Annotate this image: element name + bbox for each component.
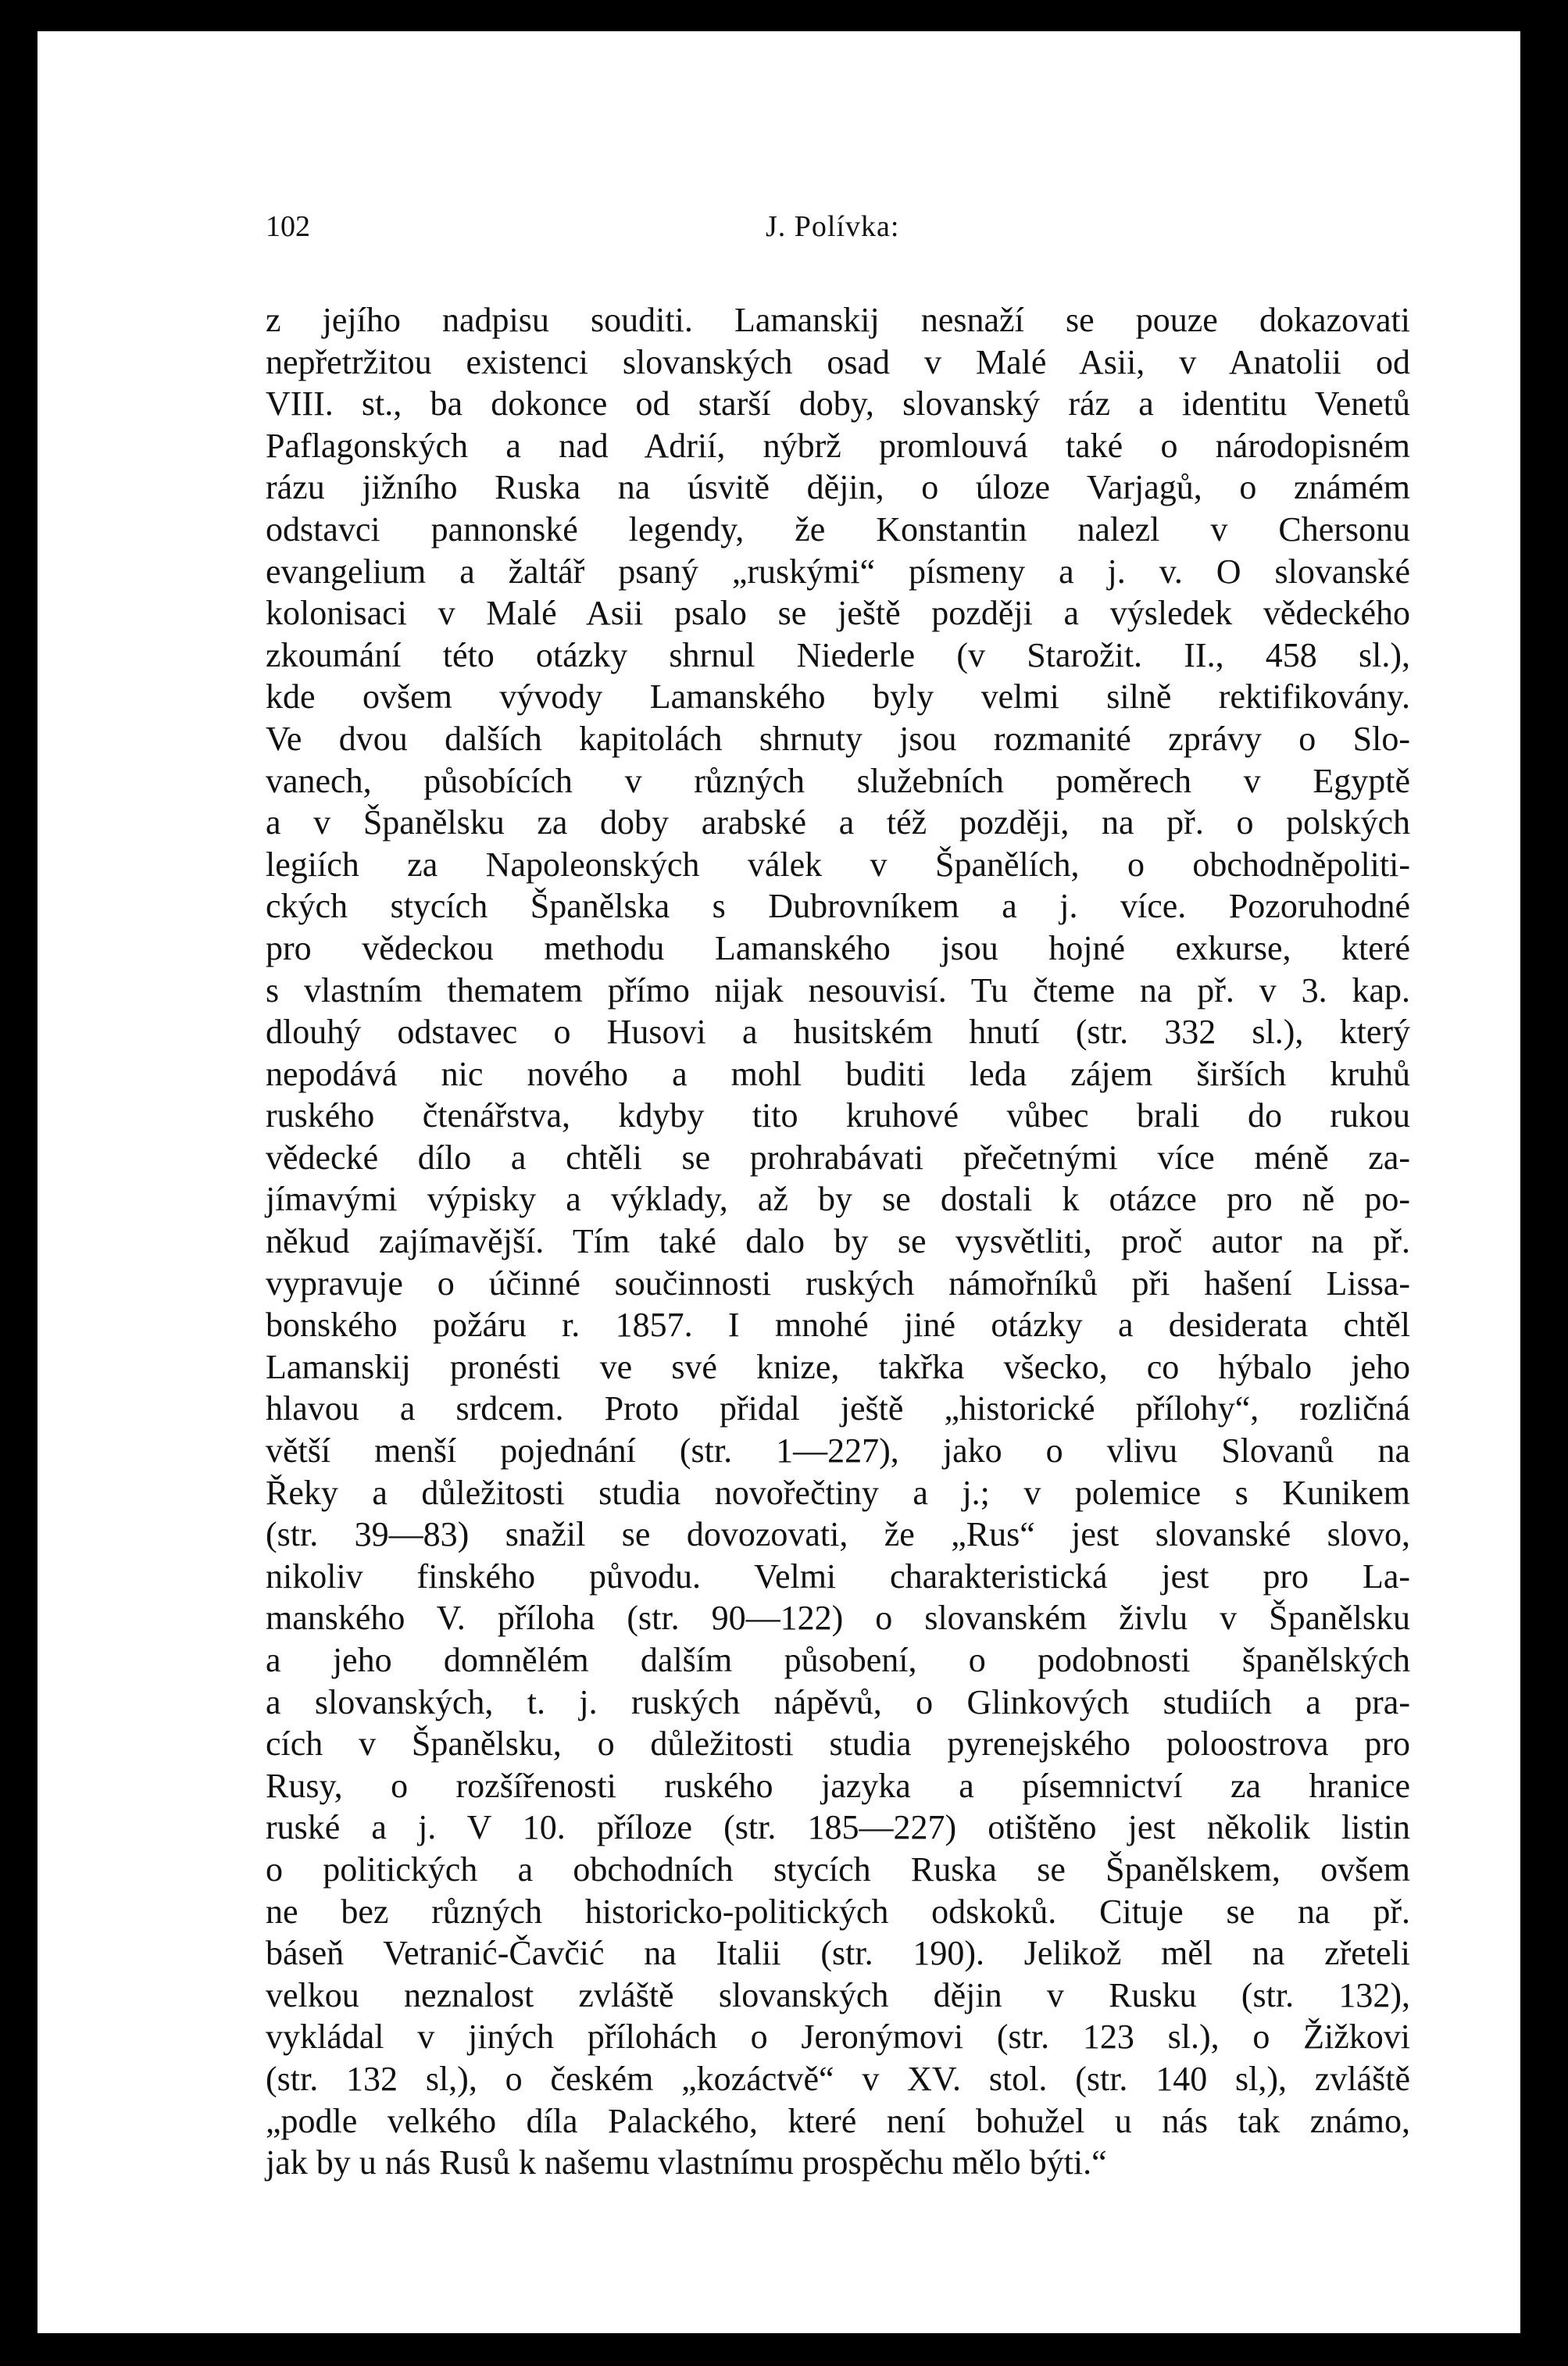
text-line: ruské a j. V 10. příloze (str. 185—227) otištěno jest několik listin (266, 1808, 1410, 1847)
text-line: ruského čtenářstva, kdyby tito kruhové vůbec brali do rukou (266, 1096, 1410, 1135)
text-line: dlouhý odstavec o Husovi a husitském hnutí (str. 332 sl.), který (266, 1013, 1410, 1052)
text-line: Ve dvou dalších kapitolách shrnuty jsou rozmanité zprávy o Slo- (266, 719, 1410, 758)
text-line: větší menší pojednání (str. 1—227), jako o vlivu Slovanů na (266, 1431, 1410, 1471)
text-line: cích v Španělsku, o důležitosti studia pyrenejského poloostrova pro (266, 1724, 1410, 1764)
text-line: legiích za Napoleonských válek v Španělích, o obchodněpoliti- (266, 845, 1410, 884)
text-line: manského V. příloha (str. 90—122) o slovanském živlu v Španělsku (266, 1599, 1410, 1638)
text-line: kolonisaci v Malé Asii psalo se ještě později a výsledek vědeckého (266, 594, 1410, 633)
text-line: s vlastním thematem přímo nijak nesouvisí. Tu čteme na př. v 3. kap. (266, 970, 1410, 1010)
text-line: jímavými výpisky a výklady, až by se dostali k otázce pro ně po- (266, 1180, 1410, 1219)
text-line: kde ovšem vývody Lamanského byly velmi silně rektifikovány. (266, 677, 1410, 717)
text-line: někud zajímavější. Tím také dalo by se vysvětliti, proč autor na př. (266, 1222, 1410, 1261)
text-line: vypravuje o účinné součinnosti ruských námořníků při hašení Lissa- (266, 1263, 1410, 1303)
text-line: VIII. st., ba dokonce od starší doby, slovanský ráz a identitu Venetů (266, 384, 1410, 424)
text-line: nepodává nic nového a mohl buditi leda zájem širších kruhů (266, 1054, 1410, 1093)
text-line: (str. 39—83) snažil se dovozovati, že „Rus“ jest slovanské slovo, (266, 1515, 1410, 1554)
running-head: J. Polívka: (766, 210, 900, 243)
text-line: evangelium a žaltář psaný „ruskými“ písmeny a j. v. O slovanské (266, 552, 1410, 591)
text-line: z jejího nadpisu souditi. Lamanskij nesnaží se pouze dokazovati (266, 301, 1410, 339)
text-line: a v Španělsku za doby arabské a též později, na př. o polských (266, 803, 1410, 842)
text-line: pro vědeckou methodu Lamanského jsou hojné exkurse, které (266, 928, 1410, 967)
text-line: Lamanskij pronésti ve své knize, takřka všecko, co hýbalo jeho (266, 1347, 1410, 1386)
body-text (266, 299, 1410, 2184)
text-line: vykládal v jiných přílohách o Jeronýmovi (str. 123 sl.), o Žižkovi (266, 2018, 1410, 2057)
page-header (266, 209, 1410, 256)
page-number: 102 (266, 210, 310, 243)
text-line: ckých stycích Španělska s Dubrovníkem a j. více. Pozoruhodné (266, 887, 1410, 926)
text-line: nikoliv finského původu. Velmi charakteristická jest pro La- (266, 1556, 1410, 1596)
text-line: vanech, působících v různých služebních poměrech v Egyptě (266, 761, 1410, 800)
text-line: zkoumání této otázky shrnul Niederle (v Starožit. II., 458 sl.), (266, 635, 1410, 674)
text-line: vědecké dílo a chtěli se prohrabávati přečetnými více méně za- (266, 1138, 1410, 1177)
text-line: rázu jižního Ruska na úsvitě dějin, o úloze Varjagů, o známém (266, 468, 1410, 507)
text-line: Rusy, o rozšířenosti ruského jazyka a písemnictví za hranice (266, 1766, 1410, 1805)
text-line: (str. 132 sl,), o českém „kozáctvě“ v XV. stol. (str. 140 sl,), zvláště (266, 2059, 1410, 2098)
text-line: nepřetržitou existenci slovanských osad v Malé Asii, v Anatolii od (266, 342, 1410, 381)
text-line: Řeky a důležitosti studia novořečtiny a j.; v polemice s Kunikem (266, 1473, 1410, 1512)
text-line: Paflagonských a nad Adrií, nýbrž promlouvá také o národopisném (266, 426, 1410, 465)
text-line: o politických a obchodních stycích Ruska se Španělskem, ovšem (266, 1850, 1410, 1889)
text-line: jak by u nás Rusů k našemu vlastnímu prospěchu mělo býti.“ (266, 2143, 1107, 2182)
text-line: a jeho domnělém dalším působení, o podobnosti španělských (266, 1641, 1410, 1679)
text-line: odstavci pannonské legendy, že Konstantin nalezl v Chersonu (266, 509, 1410, 549)
text-line: hlavou a srdcem. Proto přidal ještě „historické přílohy“, rozličná (266, 1389, 1410, 1428)
text-line: báseň Vetranić-Čavčić na Italii (str. 190). Jelikož měl na zřeteli (266, 1934, 1410, 1973)
text-line: „podle velkého díla Palackého, které není bohužel u nás tak známo, (266, 2101, 1410, 2140)
text-line: velkou neznalost zvláště slovanských dějin v Rusku (str. 132), (266, 1975, 1410, 2014)
text-line: ne bez různých historicko-politických odskoků. Cituje se na př. (266, 1892, 1410, 1931)
text-line: a slovanských, t. j. ruských nápěvů, o Glinkových studiích a pra- (266, 1682, 1410, 1721)
text-line: bonského požáru r. 1857. I mnohé jiné otázky a desiderata chtěl (266, 1306, 1410, 1345)
